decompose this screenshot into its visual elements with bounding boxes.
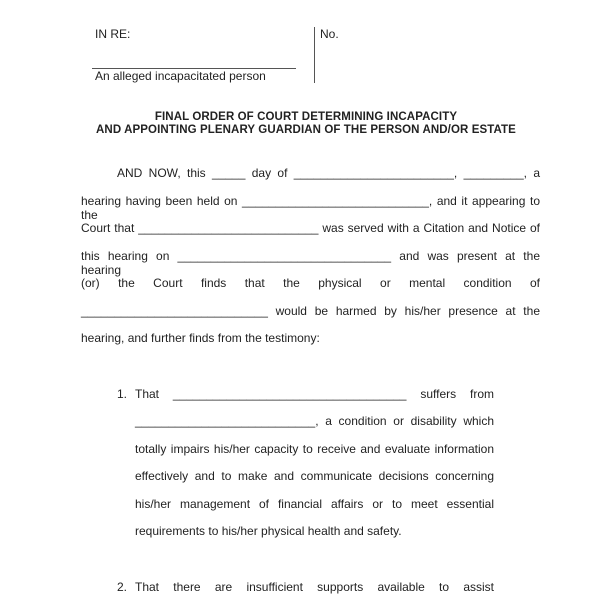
item-line: ___________________________, a condition or disability which bbox=[135, 414, 494, 428]
party-description: An alleged incapacitated person bbox=[95, 69, 266, 83]
item-line: That there are insufficient supports available to assist bbox=[135, 580, 494, 594]
item-line: his/her management of financial affairs or to meet essential bbox=[135, 497, 494, 511]
body-line: ____________________________ would be harmed by his/her presence at the bbox=[81, 304, 540, 318]
item-line: requirements to his/her physical health and safety. bbox=[135, 524, 402, 538]
body-line: Court that ___________________________ was served with a Citation and Notice of bbox=[81, 221, 540, 235]
item-number: 1. bbox=[117, 387, 128, 401]
item-number: 2. bbox=[117, 580, 128, 594]
document-title-line-1: FINAL ORDER OF COURT DETERMINING INCAPACITY bbox=[154, 111, 458, 123]
body-line: AND NOW, this _____ day of ________________________, _________, a bbox=[117, 166, 540, 180]
body-line: (or) the Court finds that the physical or mental condition of bbox=[81, 276, 540, 290]
item-line: effectively and to make and communicate decisions concerning bbox=[135, 469, 494, 483]
case-number-label: No. bbox=[320, 27, 339, 41]
caption-divider bbox=[314, 27, 315, 83]
document-title-line-2: AND APPOINTING PLENARY GUARDIAN OF THE PERSON AND/OR ESTATE bbox=[96, 124, 516, 136]
item-line: totally impairs his/her capacity to receive and evaluate information bbox=[135, 442, 494, 456]
body-line: hearing, and further finds from the testimony: bbox=[81, 331, 320, 345]
body-line: this hearing on ________________________________ and was present at the hearing bbox=[81, 249, 540, 277]
body-line: hearing having been held on ____________________________, and it appearing to the bbox=[81, 194, 540, 222]
item-line: That ___________________________________ suffers from bbox=[135, 387, 494, 401]
in-re-label: IN RE: bbox=[95, 27, 131, 41]
